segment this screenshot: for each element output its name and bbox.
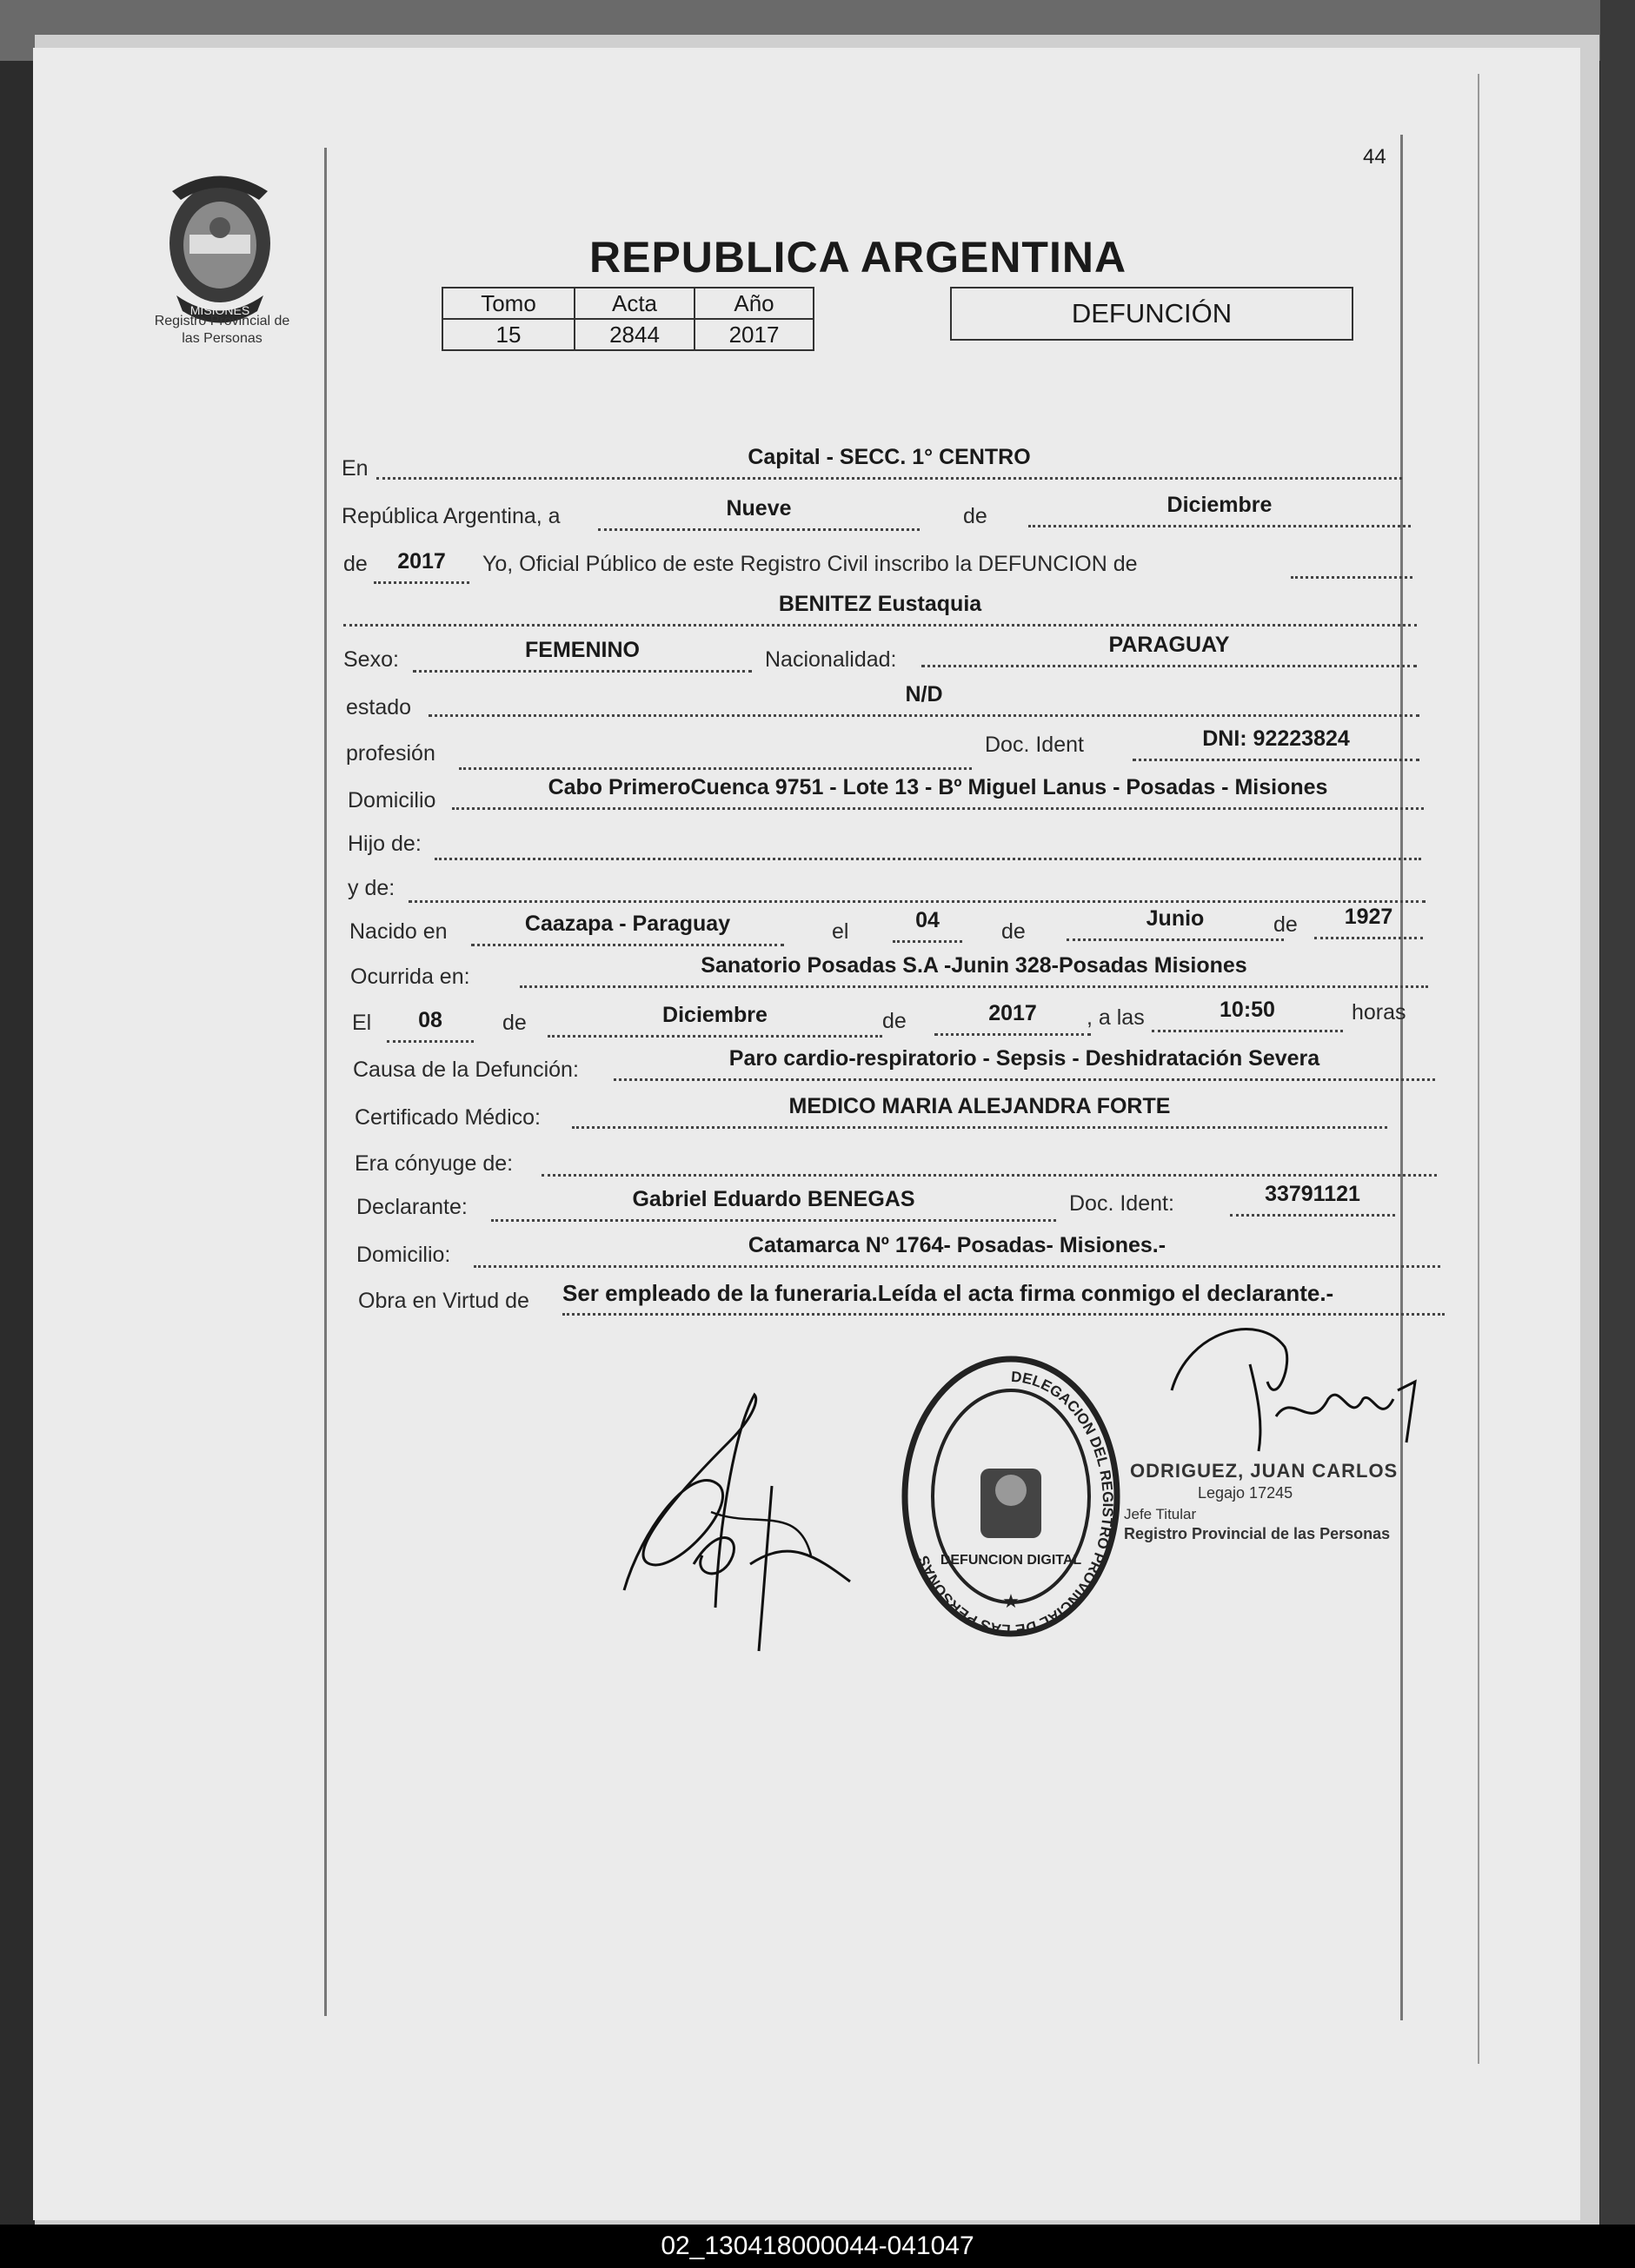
page-number: 44 (1363, 145, 1386, 169)
label-de-5: de (502, 1011, 527, 1035)
background-right (1600, 0, 1635, 2225)
record-type-box: DEFUNCIÓN (950, 287, 1353, 341)
registrar-stamp-name: ODRIGUEZ, JUAN CARLOS (1130, 1460, 1399, 1482)
document-page (33, 48, 1580, 2220)
label-ocurrida: Ocurrida en: (350, 965, 470, 989)
round-official-stamp-icon (881, 1347, 1141, 1647)
registry-header-tomo: Tomo (442, 288, 575, 319)
label-de-2: de (343, 552, 368, 576)
frame-line-left (324, 148, 327, 2016)
field-causa: Paro cardio-respiratorio - Sepsis - Deshidratación Severa (614, 1047, 1435, 1081)
oficial-text: Yo, Oficial Público de este Registro Civil inscribo la DEFUNCION de (482, 552, 1138, 576)
label-estado: estado (346, 695, 412, 720)
field-birth-month: Junio (1067, 907, 1284, 941)
round-stamp-inner-text: DEFUNCION DIGITAL (940, 1553, 1082, 1568)
label-republica: República Argentina, a (342, 504, 561, 528)
field-profesion (459, 736, 972, 770)
label-de-3: de (1001, 919, 1026, 944)
field-death-day: 08 (387, 1009, 474, 1043)
seal-caption-line-2: las Personas (182, 331, 263, 346)
field-sexo: FEMENINO (413, 639, 752, 673)
field-obra: Ser empleado de la funeraria.Leída el acta firma conmigo el declarante.- (562, 1282, 1445, 1316)
label-de-4: de (1273, 912, 1298, 937)
file-caption: 02_130418000044-041047 (0, 2225, 1635, 2268)
label-horas: horas (1352, 1000, 1406, 1025)
label-yde: y de: (348, 876, 395, 900)
field-month: Diciembre (1028, 494, 1411, 527)
label-a-las: , a las (1087, 1005, 1145, 1030)
label-causa: Causa de la Defunción: (353, 1058, 579, 1082)
field-hijo (435, 826, 1421, 860)
label-decl-domicilio: Domicilio: (356, 1243, 451, 1267)
field-en: Capital - SECC. 1° CENTRO (376, 446, 1402, 480)
field-death-year: 2017 (934, 1002, 1091, 1036)
registry-header-acta: Acta (575, 288, 695, 319)
label-certificado: Certificado Médico: (355, 1105, 541, 1130)
field-nacionalidad: PARAGUAY (921, 633, 1417, 667)
label-de-6: de (882, 1009, 907, 1033)
field-death-month: Diciembre (548, 1004, 882, 1038)
field-certificado: MEDICO MARIA ALEJANDRA FORTE (572, 1095, 1387, 1129)
label-obra: Obra en Virtud de (358, 1289, 529, 1313)
field-death-time: 10:50 (1152, 998, 1343, 1032)
field-year: 2017 (374, 550, 469, 584)
registry-value-row (442, 319, 814, 350)
registrar-stamp-legajo: Legajo 17245 (1198, 1484, 1293, 1502)
seal-caption-line-1: Registro Provincial de (154, 314, 290, 328)
frame-line-outer (1478, 74, 1479, 2064)
svg-text:MISIONES: MISIONES (189, 303, 250, 317)
field-yde (409, 869, 1426, 903)
label-decl-doc: Doc. Ident: (1069, 1191, 1174, 1216)
field-domicilio: Cabo PrimeroCuenca 9751 - Lote 13 - Bº Miguel Lanus - Posadas - Misiones (452, 776, 1424, 810)
field-name: BENITEZ Eustaquia (343, 593, 1417, 627)
registry-header-row (442, 288, 814, 319)
document-title: REPUBLICA ARGENTINA (589, 233, 1127, 282)
field-declarante: Gabriel Eduardo BENEGAS (491, 1188, 1056, 1222)
field-ocurrida: Sanatorio Posadas S.A -Junin 328-Posadas Misiones (520, 954, 1428, 988)
registrar-stamp-role: Jefe Titular (1124, 1506, 1197, 1522)
label-profesion: profesión (346, 741, 435, 766)
label-domicilio: Domicilio (348, 788, 436, 812)
registry-value-ano: 2017 (695, 319, 814, 350)
field-estado: N/D (429, 683, 1419, 717)
registry-table (442, 287, 814, 351)
registry-value-tomo: 15 (442, 319, 575, 350)
svg-text:★: ★ (1002, 1590, 1020, 1612)
label-declarante: Declarante: (356, 1195, 468, 1219)
seal-caption (133, 313, 311, 348)
field-doc: DNI: 92223824 (1133, 727, 1419, 761)
registry-value-acta: 2844 (575, 319, 695, 350)
field-oficial-blank (1291, 545, 1412, 579)
label-nacionalidad: Nacionalidad: (765, 647, 897, 672)
label-el: el (832, 919, 849, 944)
round-stamp-ring-text: DELEGACION DEL REGISTRO PROVINCIAL DE LAS PERSONAS (914, 1368, 1117, 1639)
field-nacido: Caazapa - Paraguay (471, 912, 784, 946)
label-nacido: Nacido en (349, 919, 448, 944)
label-sexo: Sexo: (343, 647, 399, 672)
field-decl-domicilio: Catamarca Nº 1764- Posadas- Misiones.- (474, 1234, 1440, 1268)
label-de: de (963, 504, 987, 528)
label-doc: Doc. Ident (985, 733, 1084, 757)
field-birth-day: 04 (893, 909, 962, 943)
label-en: En (342, 456, 369, 481)
registry-header-ano: Año (695, 288, 814, 319)
field-day: Nueve (598, 497, 920, 531)
registrar-stamp-office: Registro Provincial de las Personas (1124, 1525, 1391, 1542)
field-birth-year: 1927 (1314, 905, 1423, 939)
field-decl-doc: 33791121 (1230, 1183, 1395, 1217)
label-el-2: El (352, 1011, 372, 1035)
declarant-signature-icon (589, 1390, 902, 1668)
field-conyuge (542, 1143, 1437, 1177)
label-conyuge: Era cónyuge de: (355, 1151, 514, 1176)
label-hijo: Hijo de: (348, 832, 422, 856)
